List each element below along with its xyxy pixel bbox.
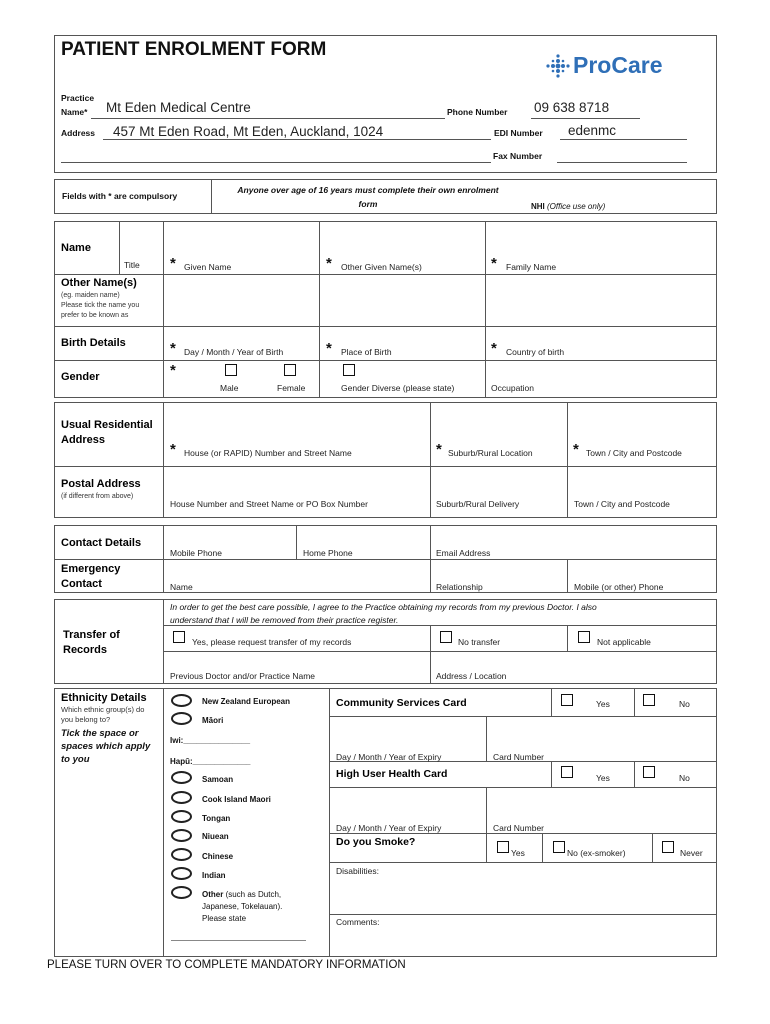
phone-line bbox=[531, 118, 640, 119]
other-ethnicity-label: Other (such as Dutch, Japanese, Tokelauan). Please state bbox=[202, 890, 283, 923]
relationship-label: Relationship bbox=[436, 582, 483, 592]
previous-doctor-label: Previous Doctor and/or Practice Name bbox=[170, 671, 316, 681]
nhi-label: NHI (Office use only) bbox=[531, 202, 606, 211]
practice-name-field[interactable]: Mt Eden Medical Centre bbox=[106, 100, 251, 115]
logo-text: ProCare bbox=[573, 52, 663, 78]
town-star: * bbox=[573, 441, 579, 458]
niuean-option[interactable] bbox=[171, 829, 192, 842]
huhc-yes-checkbox[interactable] bbox=[561, 766, 573, 778]
csc-yes-checkbox[interactable] bbox=[561, 694, 573, 706]
age-note: Anyone over age of 16 years must complete their own enrolment form bbox=[237, 185, 499, 209]
title-label: Title bbox=[124, 260, 140, 270]
mobile-label: Mobile Phone bbox=[170, 548, 222, 558]
name-label-field: Name bbox=[61, 242, 91, 254]
smoke-yes-label: Yes bbox=[511, 848, 525, 858]
suburb-label: Suburb/Rural Location bbox=[448, 448, 533, 458]
family-star: * bbox=[491, 255, 497, 272]
phone-field[interactable]: 09 638 8718 bbox=[534, 100, 610, 115]
emergency-name-label: Name bbox=[170, 582, 193, 592]
gender-diverse-label: Gender Diverse (please state) bbox=[341, 383, 455, 393]
transfer-label: Transfer of Records bbox=[63, 629, 120, 656]
indian-label: Indian bbox=[202, 871, 226, 880]
transfer-no-label: No transfer bbox=[458, 637, 501, 647]
other-names-note: (eg. maiden name) Please tick the name you prefer to be known as bbox=[61, 292, 140, 319]
cook-island-option[interactable] bbox=[171, 791, 192, 804]
transfer-na-checkbox[interactable] bbox=[578, 631, 590, 643]
csc-no-label: No bbox=[679, 699, 690, 709]
samoan-label: Samoan bbox=[202, 775, 234, 784]
iwi-field[interactable]: Iwi:_______________ bbox=[170, 736, 251, 745]
other-given-star: * bbox=[326, 255, 332, 272]
usual-address-label: Usual Residential Address bbox=[61, 419, 153, 446]
tongan-option[interactable] bbox=[171, 810, 192, 823]
address-label: Address bbox=[61, 128, 96, 138]
edi-field[interactable]: edenmc bbox=[568, 123, 617, 138]
practice-name-line bbox=[91, 118, 445, 119]
postal-town-label: Town / City and Postcode bbox=[574, 499, 670, 509]
transfer-no-checkbox[interactable] bbox=[440, 631, 452, 643]
indian-option[interactable] bbox=[171, 867, 192, 880]
huhc-yes-label: Yes bbox=[596, 773, 610, 783]
town-label: Town / City and Postcode bbox=[586, 448, 682, 458]
nz-european-label: New Zealand European bbox=[202, 697, 291, 706]
place-birth-label: Place of Birth bbox=[341, 347, 392, 357]
contact-details-label: Contact Details bbox=[61, 537, 142, 549]
huhc-no-label: No bbox=[679, 773, 690, 783]
compulsory-note: Fields with * are compulsory bbox=[62, 191, 178, 201]
comments-label: Comments: bbox=[336, 917, 380, 927]
occupation-label: Occupation bbox=[491, 383, 534, 393]
maori-option[interactable] bbox=[171, 712, 192, 725]
gender-star: * bbox=[170, 362, 176, 379]
csc-card-number-label: Card Number bbox=[493, 752, 545, 762]
edi-label: EDI Number bbox=[494, 128, 543, 138]
other-ethnicity-option[interactable] bbox=[171, 886, 192, 899]
cook-island-label: Cook Island Maori bbox=[202, 795, 271, 804]
gender-diverse-checkbox[interactable] bbox=[343, 364, 355, 376]
transfer-yes-checkbox[interactable] bbox=[173, 631, 185, 643]
ethnicity-question: Which ethnic group(s) do you belong to? bbox=[61, 705, 145, 724]
dob-label: Day / Month / Year of Birth bbox=[184, 347, 284, 357]
family-name-label: Family Name bbox=[506, 262, 557, 272]
transfer-yes-label: Yes, please request transfer of my records bbox=[192, 637, 352, 647]
ethnicity-title: Ethnicity Details bbox=[61, 692, 147, 704]
address-line bbox=[103, 139, 491, 140]
phone-label: Phone Number bbox=[447, 107, 508, 117]
given-name-label: Given Name bbox=[184, 262, 232, 272]
birth-details-label: Birth Details bbox=[61, 337, 126, 349]
maori-label: Māori bbox=[202, 716, 224, 725]
form-title: PATIENT ENROLMENT FORM bbox=[61, 39, 327, 60]
home-phone-label: Home Phone bbox=[303, 548, 353, 558]
smoke-label: Do you Smoke? bbox=[336, 836, 416, 848]
name-label: Name* bbox=[61, 107, 88, 117]
place-star: * bbox=[326, 340, 332, 357]
huhc-card-number-label: Card Number bbox=[493, 823, 545, 833]
email-label: Email Address bbox=[436, 548, 491, 558]
dob-star: * bbox=[170, 340, 176, 357]
gender-label: Gender bbox=[61, 371, 100, 383]
other-names-label: Other Name(s) bbox=[61, 277, 137, 289]
smoke-no-label: No (ex-smoker) bbox=[567, 848, 626, 858]
smoke-never-checkbox[interactable] bbox=[662, 841, 674, 853]
house-label: House (or RAPID) Number and Street Name bbox=[184, 448, 352, 458]
emergency-contact-label: Emergency Contact bbox=[61, 563, 121, 590]
female-label: Female bbox=[277, 383, 306, 393]
country-birth-label: Country of birth bbox=[506, 347, 565, 357]
csc-no-checkbox[interactable] bbox=[643, 694, 655, 706]
fax-label: Fax Number bbox=[493, 151, 543, 161]
other-given-label: Other Given Name(s) bbox=[341, 262, 422, 272]
ethnicity-tick-note: Tick the space or spaces which apply to you bbox=[61, 728, 151, 765]
other-ethnicity-line bbox=[171, 940, 306, 941]
country-star: * bbox=[491, 340, 497, 357]
disabilities-label: Disabilities: bbox=[336, 866, 379, 876]
smoke-never-label: Never bbox=[680, 848, 703, 858]
footer-note: PLEASE TURN OVER TO COMPLETE MANDATORY INFORMATION bbox=[47, 959, 406, 971]
hapu-field[interactable]: Hapū:_____________ bbox=[170, 757, 251, 766]
fax-line bbox=[557, 162, 687, 163]
huhc-no-checkbox[interactable] bbox=[643, 766, 655, 778]
male-checkbox[interactable] bbox=[225, 364, 237, 376]
postal-note: (if different from above) bbox=[61, 493, 134, 500]
huhc-expiry-label: Day / Month / Year of Expiry bbox=[336, 823, 442, 833]
emergency-mobile-label: Mobile (or other) Phone bbox=[574, 582, 664, 592]
procare-logo-icon bbox=[543, 52, 573, 80]
edi-line bbox=[560, 139, 687, 140]
postal-address-label: Postal Address bbox=[61, 478, 141, 490]
postal-house-label: House Number and Street Name or PO Box Number bbox=[170, 499, 368, 509]
chinese-option[interactable] bbox=[171, 848, 192, 861]
suburb-star: * bbox=[436, 441, 442, 458]
samoan-option[interactable] bbox=[171, 771, 192, 784]
huhc-label: High User Health Card bbox=[336, 768, 448, 780]
given-star: * bbox=[170, 255, 176, 272]
nz-european-option[interactable] bbox=[171, 694, 192, 707]
chinese-label: Chinese bbox=[202, 852, 234, 861]
male-label: Male bbox=[220, 383, 239, 393]
csc-yes-label: Yes bbox=[596, 699, 610, 709]
csc-label: Community Services Card bbox=[336, 697, 467, 709]
previous-address-label: Address / Location bbox=[436, 671, 507, 681]
female-checkbox[interactable] bbox=[284, 364, 296, 376]
postal-suburb-label: Suburb/Rural Delivery bbox=[436, 499, 520, 509]
practice-label: Practice bbox=[61, 93, 95, 103]
csc-expiry-label: Day / Month / Year of Expiry bbox=[336, 752, 442, 762]
address-line-2 bbox=[61, 162, 491, 163]
address-field[interactable]: 457 Mt Eden Road, Mt Eden, Auckland, 1024 bbox=[113, 124, 384, 139]
tongan-label: Tongan bbox=[202, 814, 231, 823]
niuean-label: Niuean bbox=[202, 832, 229, 841]
transfer-na-label: Not applicable bbox=[597, 637, 651, 647]
smoke-no-checkbox[interactable] bbox=[553, 841, 565, 853]
transfer-consent-text: In order to get the best care possible, I agree to the Practice obtaining my records from my previous Doctor. I also understand that I will be removed from their practice register. bbox=[170, 602, 597, 625]
name-section bbox=[54, 221, 717, 398]
smoke-yes-checkbox[interactable] bbox=[497, 841, 509, 853]
house-star: * bbox=[170, 441, 176, 458]
